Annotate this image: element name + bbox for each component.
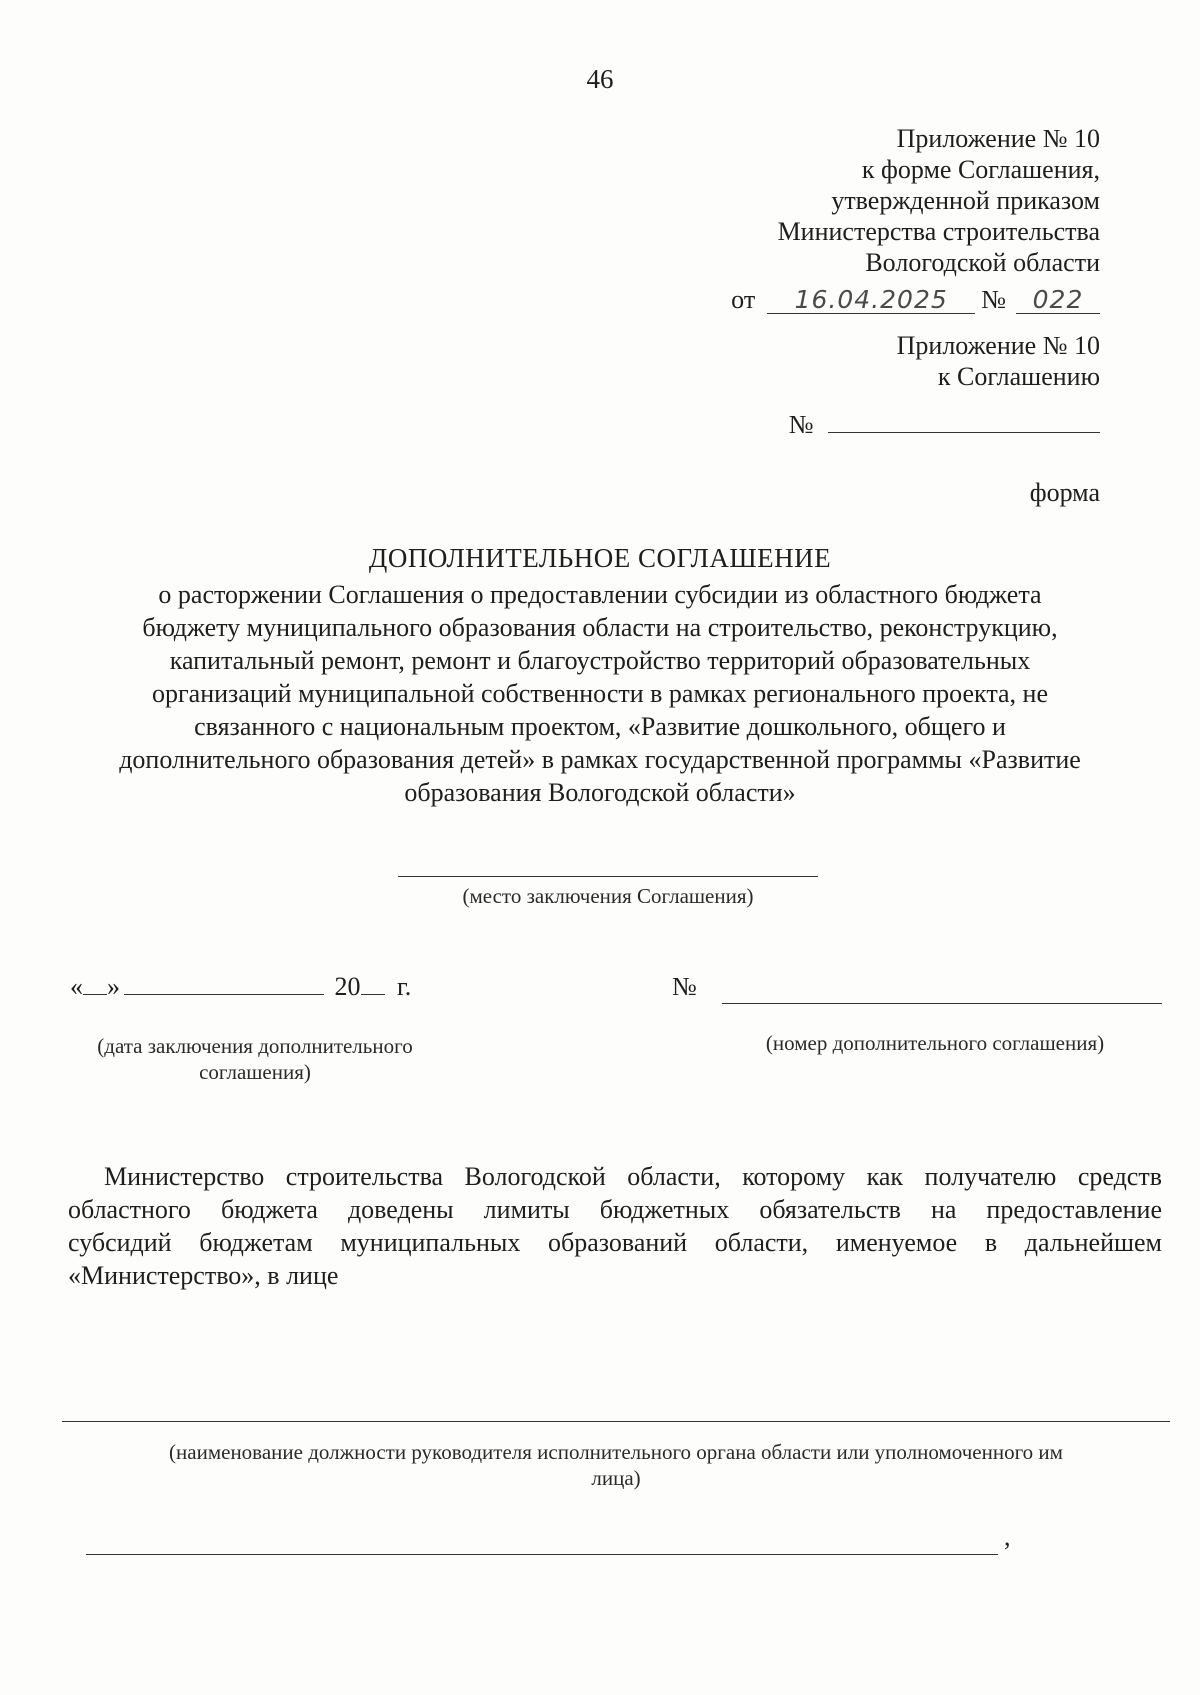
agreement-number-line <box>789 410 1100 440</box>
appendix-form-heading <box>778 123 1100 278</box>
handwritten-order-number: 022 <box>1016 287 1100 314</box>
appendix-agreement-heading <box>897 330 1100 392</box>
appendix-agreement-line: Приложение № 10 <box>896 331 1100 360</box>
appendix-form-line: Министерства строительства <box>777 217 1100 246</box>
subtitle-line: дополнительного образования детей» в рамках государственной программы «Развитие <box>119 745 1081 774</box>
position-caption-line: (наименование должности руководителя исполнительного органа области или уполномоченного им <box>169 1440 1063 1464</box>
position-caption <box>62 1439 1170 1491</box>
agreement-number-sign: № <box>788 410 814 439</box>
body-line: областного бюджета доведены лимиты бюджетных обязательств на предоставление <box>68 1195 1162 1224</box>
place-blank-line <box>398 876 818 877</box>
agreement-number-blank <box>828 410 1100 433</box>
subtitle-line: капитальный ремонт, ремонт и благоустройство территорий образовательных <box>169 646 1031 675</box>
subtitle-line: организаций муниципальной собственности в рамках регионального проекта, не <box>151 679 1048 708</box>
date-field <box>70 972 411 1002</box>
date-caption-line: (дата заключения дополнительного <box>97 1034 413 1058</box>
supplementary-number-caption: (номер дополнительного соглашения) <box>765 1031 1105 1055</box>
subtitle-line: связанного с национальным проектом, «Развитие дошкольного, общего и <box>194 712 1006 741</box>
year-suffix: г. <box>397 972 412 1001</box>
name-blank-line <box>86 1554 998 1555</box>
date-open-quote: « <box>70 972 83 1001</box>
day-blank <box>83 972 107 995</box>
appendix-agreement-line: к Соглашению <box>937 362 1100 391</box>
subtitle-line: образования Вологодской области» <box>404 778 796 807</box>
document-title: ДОПОЛНИТЕЛЬНОЕ СОГЛАШЕНИЕ <box>368 543 832 573</box>
page-number: 46 <box>586 64 614 94</box>
trailing-comma: , <box>1004 1522 1011 1551</box>
month-blank <box>124 972 324 995</box>
appendix-form-line: к форме Соглашения, <box>861 155 1100 184</box>
subtitle-line: о расторжении Соглашения о предоставлении субсидии из областного бюджета <box>158 580 1042 609</box>
position-caption-line: лица) <box>591 1466 641 1490</box>
appendix-form-line: Приложение № 10 <box>896 124 1100 153</box>
body-line: Министерство строительства Вологодской области, которому как получателю средств <box>104 1162 1162 1191</box>
order-date-number-line <box>731 285 1100 315</box>
body-paragraph <box>68 1160 1162 1292</box>
body-line: «Министерство», в лице <box>68 1261 339 1290</box>
order-date-prefix: от <box>731 285 756 314</box>
order-number-sign: № <box>981 285 1006 314</box>
year-prefix: 20 <box>334 972 361 1001</box>
document-subtitle <box>60 578 1140 809</box>
date-close-quote: » <box>107 972 120 1001</box>
date-caption-line: соглашения) <box>199 1060 311 1084</box>
supplementary-number-blank <box>722 1003 1162 1004</box>
position-blank-line <box>62 1421 1170 1422</box>
year-blank <box>361 972 385 995</box>
handwritten-order-date: 16.04.2025 <box>767 287 975 314</box>
date-caption <box>60 1033 450 1085</box>
supplementary-number-sign: № <box>672 972 697 1001</box>
body-line: субсидий бюджетам муниципальных образований области, именуемое в дальнейшем <box>68 1228 1162 1257</box>
appendix-form-line: утвержденной приказом <box>831 186 1100 215</box>
appendix-form-line: Вологодской области <box>865 248 1100 277</box>
place-caption: (место заключения Соглашения) <box>462 884 754 908</box>
subtitle-line: бюджету муниципального образования области на строительство, реконструкцию, <box>142 613 1058 642</box>
form-label: форма <box>1029 478 1100 507</box>
